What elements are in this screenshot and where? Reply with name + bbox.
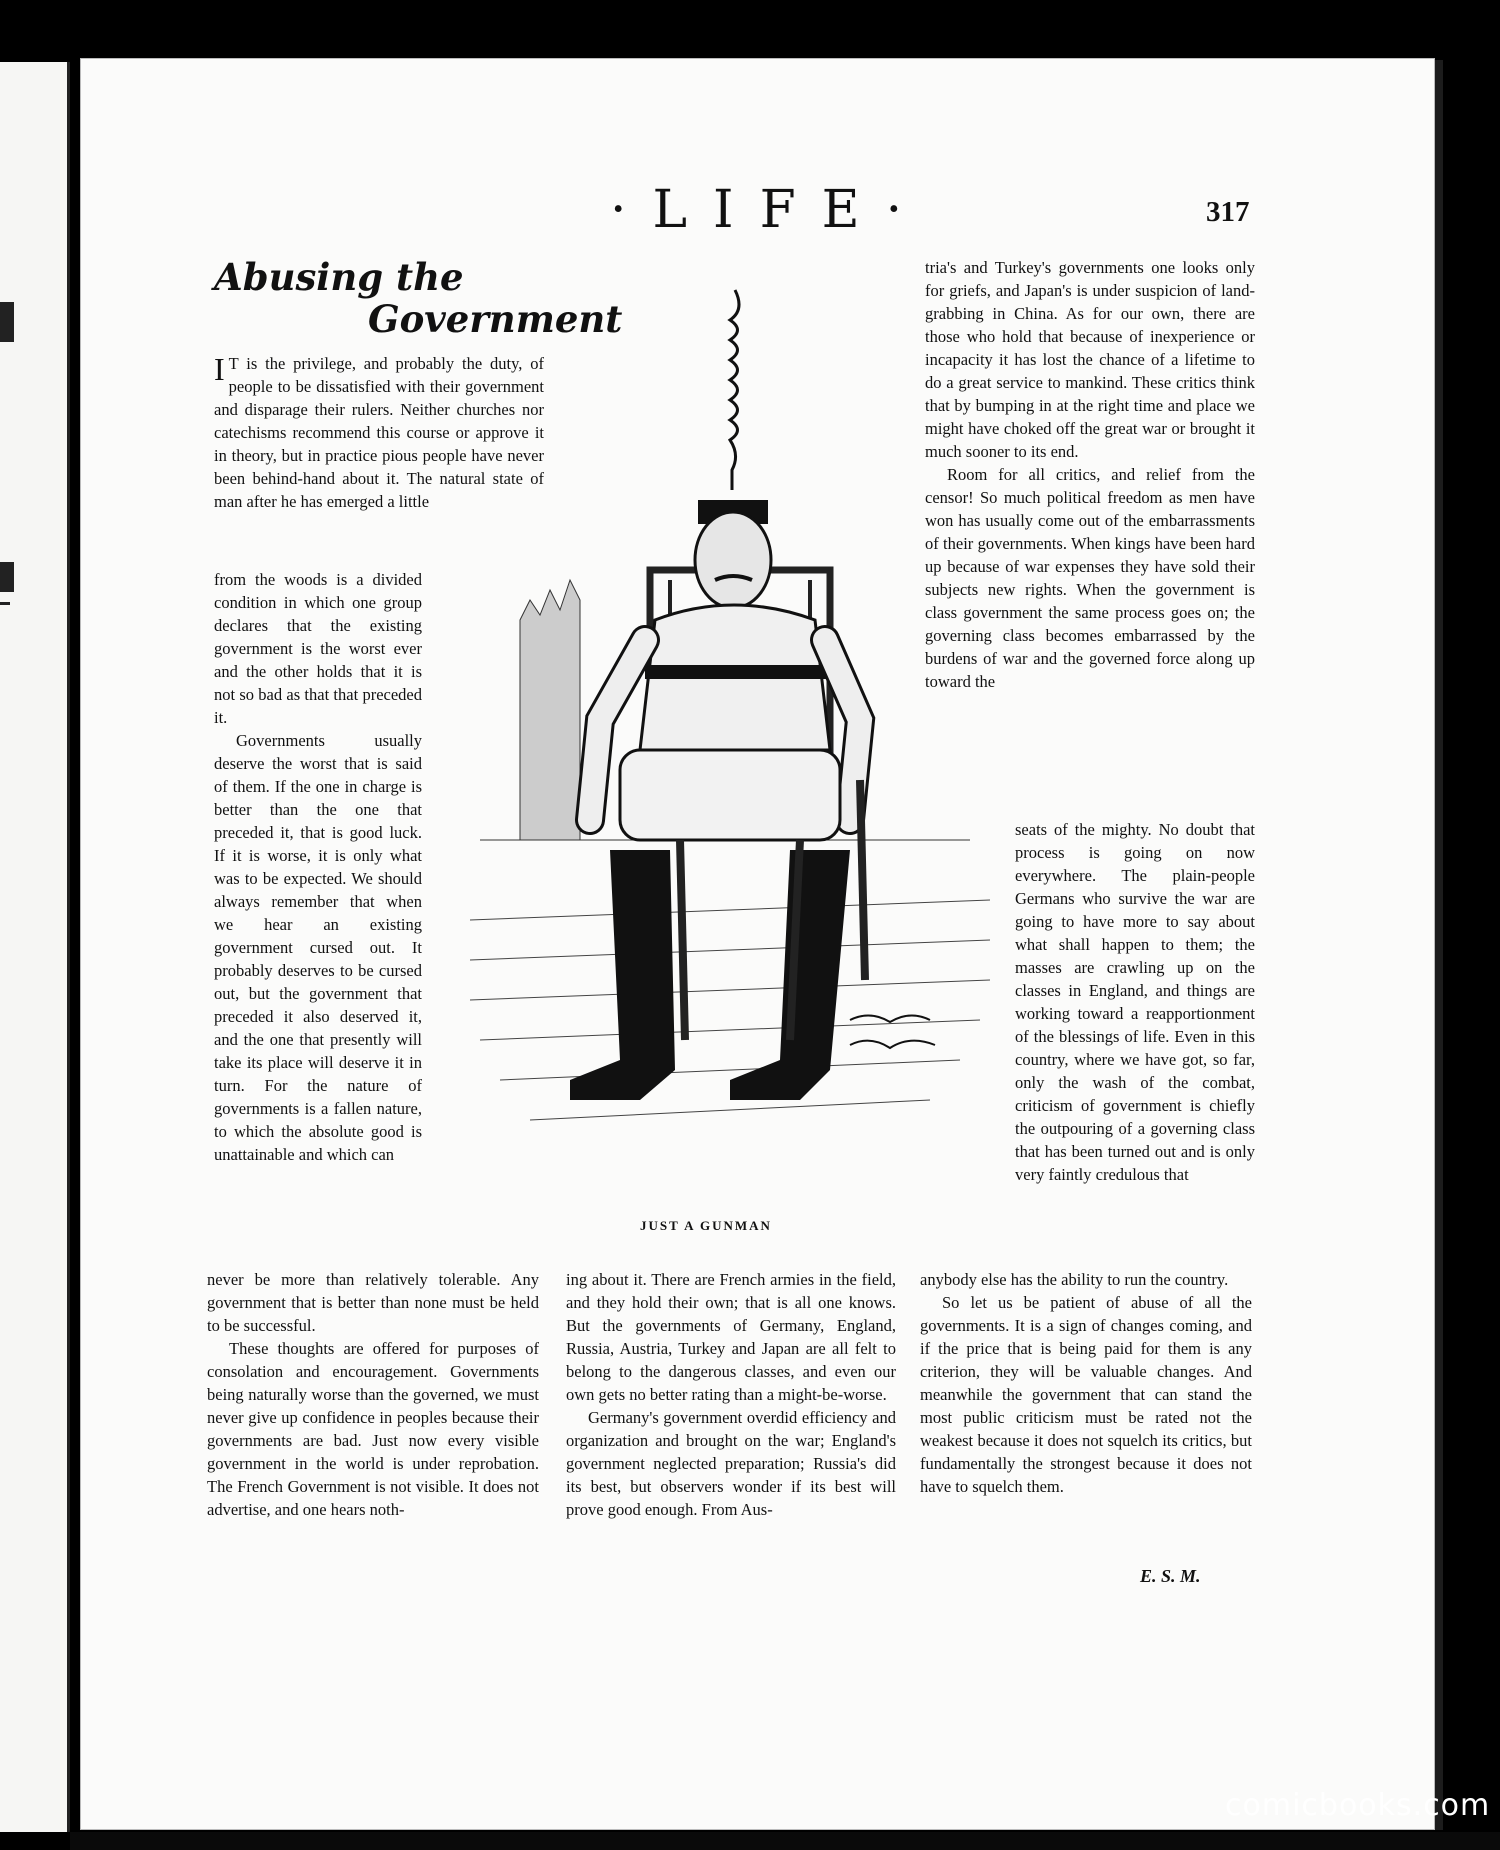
left-page-edge	[0, 62, 70, 1832]
paragraph: These thoughts are offered for purposes of consolation and encouragement. Governments being naturally worse than the governed, we must never give up confidence in peoples because their governments are bad. Just now every visible government in the world is under reprobation. The French Government is not visible. It does not advertise, and one hears noth-	[207, 1339, 539, 1519]
paragraph-text: T is the privilege, and probably the duty, of people to be dissatisfied with their government and disparage their rulers. Neither churches nor catechisms recommend this course or approve it in theory, but in practice pious people have never been behind-hand about it. The natural state of man after he has emerged a little	[214, 354, 544, 511]
paragraph: anybody else has the ability to run the country.	[920, 1270, 1229, 1289]
page-number: 317	[1206, 196, 1250, 228]
running-head: ·LIFE·	[610, 180, 929, 240]
column-3-narrow	[1015, 818, 1255, 1186]
electrode-wire	[730, 290, 739, 490]
paragraph: from the woods is a divided condition in which one group declares that the existing government is the worst ever and the other holds that it is not so bad as that that preceded it.	[214, 570, 422, 727]
bottom-strip	[70, 1832, 1500, 1850]
paragraph: Room for all critics, and relief from the censor! So much political freedom as men have won has usually come out of the embarrassments of their governments. When kings have been hard up because of war expenses they have sold their subjects new rights. When the government is class government the same process goes on; the governing class becomes embarrassed by the burdens of war and the governed force along up toward the	[925, 465, 1255, 691]
drop-cap: I	[214, 351, 225, 387]
column-1-bottom	[207, 1268, 539, 1521]
left-page-mark	[0, 602, 10, 605]
article-title-line1: Abusing the	[214, 255, 464, 299]
paragraph: So let us be patient of abuse of all the governments. It is a sign of changes coming, and if the price that is being paid for them is any criterion, they will be valuable changes. And meanwhile the government that can stand the most public criticism must be rated not the weakest because it does not squelch its critics, but fundamentally the strongest because it does not have to squelch them.	[920, 1293, 1252, 1496]
article-title-line2: Government	[368, 297, 623, 341]
head	[695, 512, 771, 608]
paragraph: seats of the mighty. No doubt that process is going on now everywhere. The plain-people Germans who survive the war are going to have more to say about what shall happen to them; the masses are crawling up on the classes in England, and things are working toward a reapportionment of the blessings of life. Even in this country, where we have got, so far, only the wash of the combat, criticism of government is chiefly the outpouring of a governing class that has been turned out and is only very faintly credulous that	[1015, 820, 1255, 1184]
artist-signature	[850, 1015, 935, 1048]
paragraph: ing about it. There are French armies in the field, and they hold their own; that is all one knows. But the governments of Germany, England, Russia, Austria, Turkey and Japan are all felt to belong to the dangerous classes, and even our own gets no better rating than a might-be-worse.	[566, 1270, 896, 1404]
left-page-mark	[0, 302, 14, 342]
column-2	[566, 1268, 896, 1521]
gunman-electric-chair-illustration	[470, 280, 990, 1180]
paragraph: Governments usually deserve the worst that is said of them. If the one in charge is better than the one that preceded it, that is good luck. If it is worse, it is only what was to be expected. We should always remember that when we hear an existing government cursed out. It probably deserves to be cursed out, but the government that preceded it also deserved it, and the one that presently will take its place will deserve it in turn. For the nature of governments is a fallen nature, to which the absolute good is unattainable and which can	[214, 731, 422, 1164]
column-3-bottom	[920, 1268, 1252, 1498]
page-right-edge	[1435, 60, 1443, 1830]
watermark: comicbooks.com	[1225, 1788, 1491, 1823]
paragraph: Germany's government overdid efficiency and organization and brought on the war; England's government neglected preparation; Russia's did its best, but observers wonder if its best will prove good enough. From Aus-	[566, 1408, 896, 1519]
left-page-mark	[0, 562, 14, 592]
paragraph: never be more than relatively tolerable. Any government that is better than none must be held to be successful.	[207, 1270, 539, 1335]
left-page-gutter	[67, 62, 70, 1832]
illustration-caption: JUST A GUNMAN	[640, 1218, 772, 1233]
paragraph: tria's and Turkey's governments one looks only for griefs, and Japan's is under suspicion of land-grabbing in China. As for our own, there are those who hold that because of inexperience or incapacity it has lost the chance of a lifetime to do a great service to mankind. These critics think that by bumping in at the right time and place we might have choked off the great war or brought it much sooner to its end.	[925, 258, 1255, 461]
left-boot	[570, 850, 675, 1100]
column-1-narrow	[214, 568, 422, 1166]
chest-strap	[645, 665, 830, 679]
author-signoff: E. S. M.	[1140, 1566, 1201, 1586]
